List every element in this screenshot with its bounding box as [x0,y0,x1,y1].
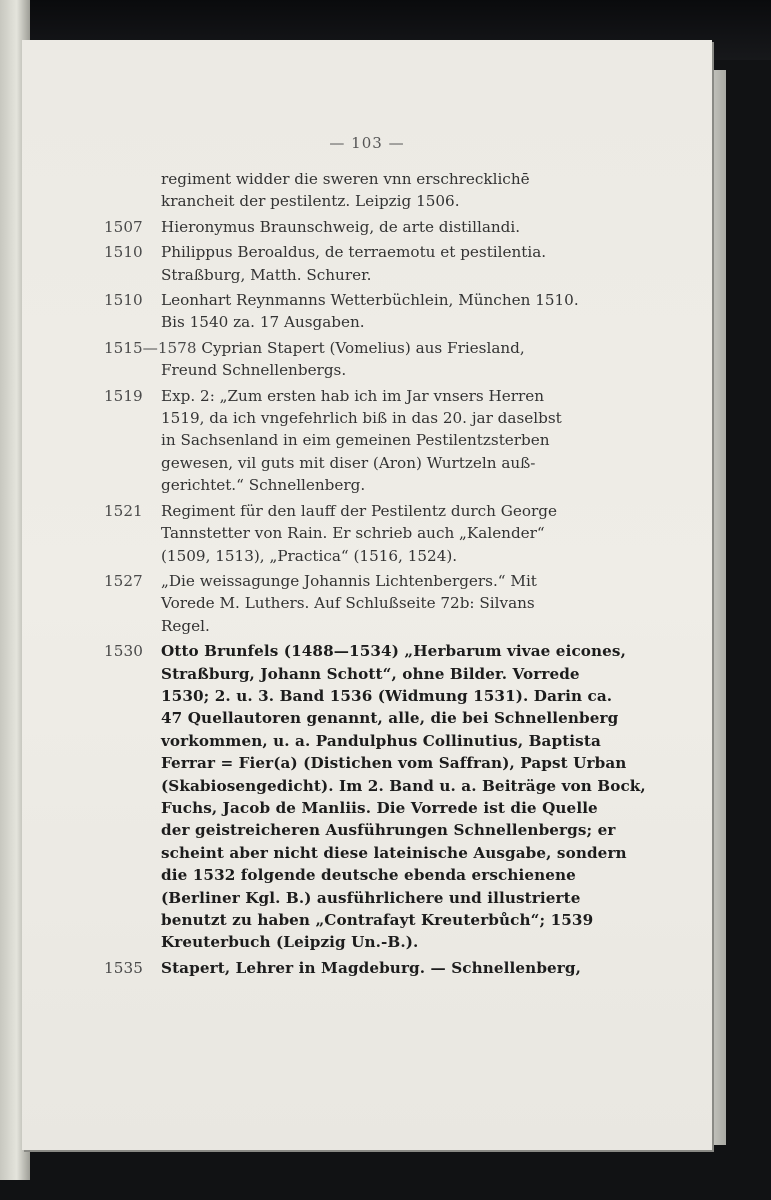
entry-year: 1521 [104,501,143,520]
entry-line: Fuchs, Jacob de Manliis. Die Vorrede ist die Quelle [161,798,598,817]
entry-1510-b [104,289,619,334]
entry-line: Ferrar = Fier(a) (Distichen vom Saffran), Papst Urban [161,754,627,773]
entry-line: benutzt zu haben „Contrafayt Kreuterbůch“; 1539 [161,911,594,929]
entry-line: (Skabiosengedicht). Im 2. Band u. a. Beiträge von Bock, [161,776,646,795]
entry-line: Stapert, Lehrer in Magdeburg. — Schnellenberg, [161,958,582,977]
entry-line: „Die weissagunge Johannis Lichtenbergers.“ Mit [161,571,537,590]
entry-1510-a [104,241,619,286]
entry-line: Philippus Beroaldus, de terraemotu et pestilentia. [161,243,547,262]
entry-1535 [104,957,619,979]
entry-line: Hieronymus Braunschweig, de arte distillandi. [161,217,521,236]
entry-line: Kreuterbuch (Leipzig Un.-B.). [161,933,419,952]
entry-line: Regiment für den lauff der Pestilentz durch George [161,501,557,520]
entry-line: der geistreicheren Ausführungen Schnellenbergs; er [161,821,616,840]
entry-line: vorkommen, u. a. Pandulphus Collinutius, Baptista [161,731,601,750]
entry-year: 1527 [104,571,143,590]
entry-year: 1507 [104,217,143,236]
entry-line: regiment widder die sweren vnn erschrecklichē [161,170,530,188]
entry-line: Exp. 2: „Zum ersten hab ich im Jar vnsers Herren [161,386,545,405]
entry-line: Regel. [161,616,210,635]
entry-line: 1519, da ich vngefehrlich biß in das 20. jar daselbst [161,409,562,428]
entry-line: Leonhart Reynmanns Wetterbüchlein, München 1510. [161,291,579,310]
entry-list [104,168,646,982]
entry-line: gewesen, vil guts mit diser (Aron) Wurtzeln auß- [161,453,536,472]
book-page [22,40,712,1150]
entry-line: gerichtet.“ Schnellenberg. [161,476,366,495]
entry-line: Otto Brunfels (1488—1534) „Herbarum vivae eicones, [161,642,626,661]
entry-line: Bis 1540 za. 17 Ausgaben. [161,313,365,332]
page-number: — 103 — [329,134,405,152]
entry-line: 1530; 2. u. 3. Band 1536 (Widmung 1531). Darin ca. [161,686,613,705]
entry-line: scheint aber nicht diese lateinische Ausgabe, sondern [161,843,627,862]
entry-year: 1535 [104,958,144,977]
entry-line: die 1532 folgende deutsche ebenda erschienene [161,866,576,885]
entry-1507 [104,216,619,238]
entry-line: (1509, 1513), „Practica“ (1516, 1524). [161,546,458,565]
entry-line: in Sachsenland in eim gemeinen Pestilentzsterben [161,431,550,450]
entry-1515 [104,337,619,382]
entry-continuation [104,168,619,213]
entry-year: 1530 [104,642,144,661]
entry-year: 1515—1578 [104,338,197,357]
entry-year: 1510 [104,291,143,310]
entry-line [104,337,619,359]
entry-1527 [104,570,619,637]
entry-line: 47 Quellautoren genannt, alle, die bei Schnellenberg [161,709,619,728]
entry-line: Straßburg, Matth. Schurer. [161,265,372,284]
entry-line-text: Cyprian Stapert (Vomelius) aus Friesland, [201,338,525,357]
entry-1521 [104,500,619,567]
entry-year: 1519 [104,386,143,405]
entry-line: krancheit der pestilentz. Leipzig 1506. [161,192,460,211]
entry-year: 1510 [104,243,143,262]
entry-line: Tannstetter von Rain. Er schrieb auch „Kalender“ [161,524,545,543]
entry-line: Freund Schnellenbergs. [161,361,347,380]
entry-1530 [104,640,646,954]
entry-line: (Berliner Kgl. B.) ausführlichere und illustrierte [161,888,581,907]
entry-line: Straßburg, Johann Schott“, ohne Bilder. Vorrede [161,664,580,683]
entry-1519 [104,385,619,497]
entry-line: Vorede M. Luthers. Auf Schlußseite 72b: Silvans [161,594,535,613]
